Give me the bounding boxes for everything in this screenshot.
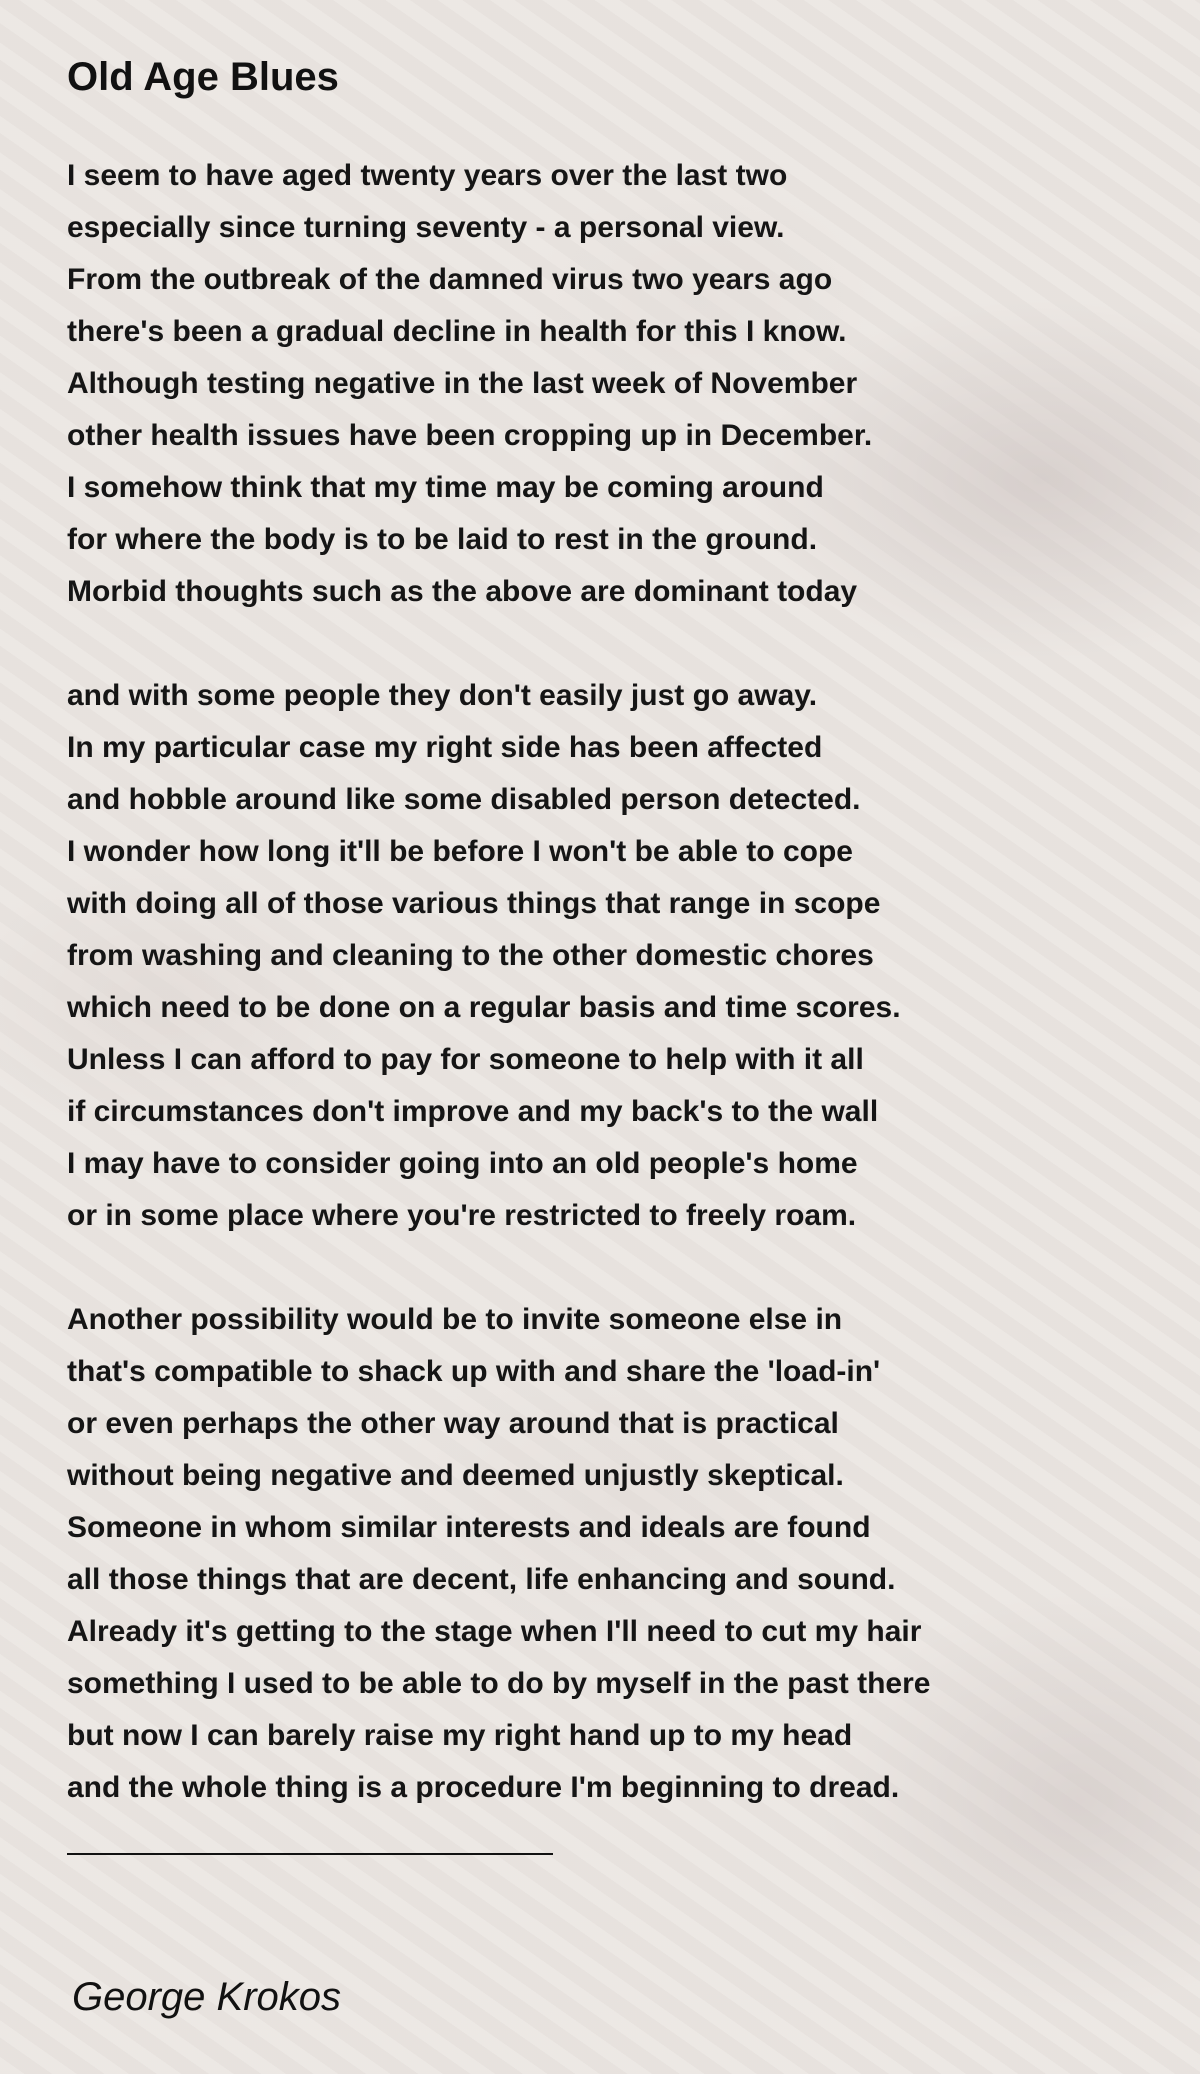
poem-line: other health issues have been cropping up in December.	[67, 419, 873, 452]
author-divider	[67, 1853, 553, 1855]
stanza-1	[67, 150, 1147, 618]
poem-line: and the whole thing is a procedure I'm beginning to dread.	[67, 1771, 900, 1804]
poem-line: From the outbreak of the damned virus two years ago	[67, 263, 833, 296]
poem-line: or even perhaps the other way around that is practical	[67, 1407, 839, 1440]
poem-line: that's compatible to shack up with and share the 'load-in'	[67, 1355, 881, 1388]
poem-line: or in some place where you're restricted to freely roam.	[67, 1199, 857, 1232]
poem-line: there's been a gradual decline in health for this I know.	[67, 315, 847, 348]
poem-line: but now I can barely raise my right hand up to my head	[67, 1719, 853, 1752]
poem-line: with doing all of those various things that range in scope	[67, 887, 881, 920]
poem-line: from washing and cleaning to the other domestic chores	[67, 939, 874, 972]
poem-body	[67, 150, 1147, 1866]
stanza-3	[67, 1294, 1147, 1814]
poem-line: Another possibility would be to invite someone else in	[67, 1303, 843, 1336]
poem-line: In my particular case my right side has been affected	[67, 731, 823, 764]
poem-line: something I used to be able to do by myself in the past there	[67, 1667, 931, 1700]
poem-line: which need to be done on a regular basis and time scores.	[67, 991, 901, 1024]
poem-line: Although testing negative in the last week of November	[67, 367, 858, 400]
poem-line: especially since turning seventy - a personal view.	[67, 211, 785, 244]
poem-line: I somehow think that my time may be coming around	[67, 471, 824, 504]
poem-line: and hobble around like some disabled person detected.	[67, 783, 861, 816]
poem-line: for where the body is to be laid to rest in the ground.	[67, 523, 818, 556]
poem-line: if circumstances don't improve and my back's to the wall	[67, 1095, 879, 1128]
poem-line: Someone in whom similar interests and ideals are found	[67, 1511, 871, 1544]
poem-line: Morbid thoughts such as the above are dominant today	[67, 575, 858, 608]
poem-title: Old Age Blues	[67, 55, 339, 99]
poem-line: Already it's getting to the stage when I'll need to cut my hair	[67, 1615, 922, 1648]
poem-line: I seem to have aged twenty years over the last two	[67, 159, 788, 192]
poem-line: Unless I can afford to pay for someone to help with it all	[67, 1043, 864, 1076]
poem-line: I wonder how long it'll be before I won't be able to cope	[67, 835, 853, 868]
stanza-2	[67, 670, 1147, 1242]
poem-line: without being negative and deemed unjustly skeptical.	[67, 1459, 844, 1492]
poem-line: I may have to consider going into an old people's home	[67, 1147, 858, 1180]
poem-line: all those things that are decent, life enhancing and sound.	[67, 1563, 896, 1596]
author-name: George Krokos	[72, 1975, 342, 2019]
poem-line: and with some people they don't easily just go away.	[67, 679, 818, 712]
